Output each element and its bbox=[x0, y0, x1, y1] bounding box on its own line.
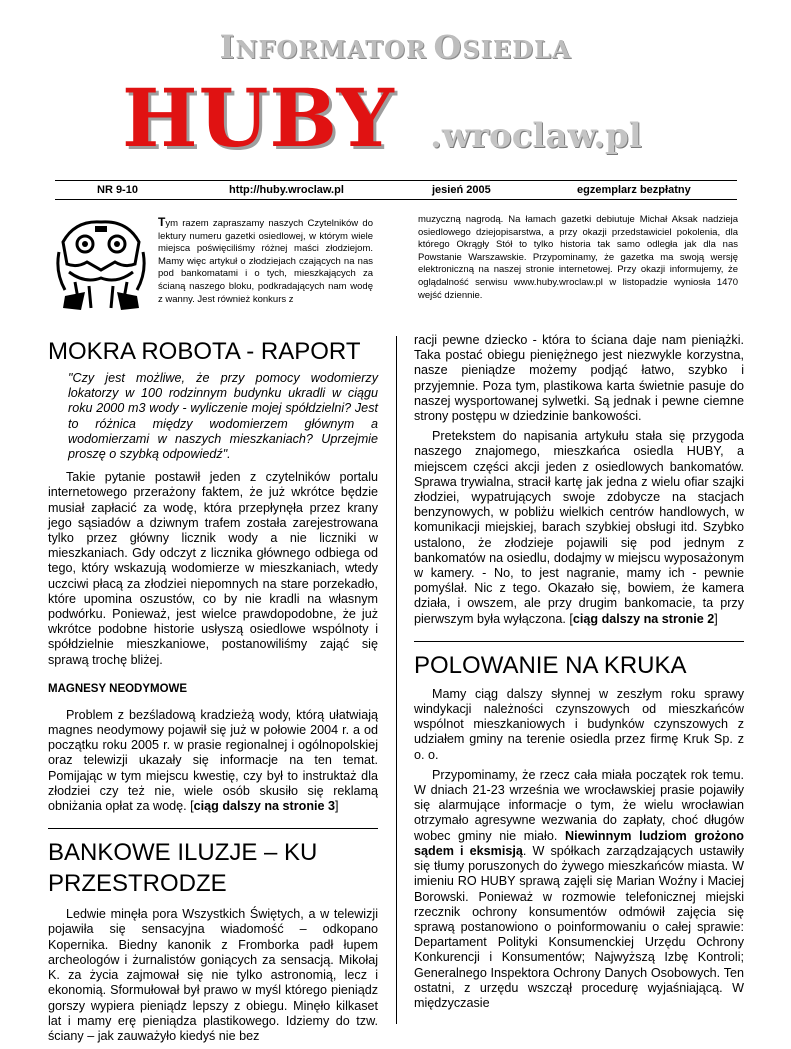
intro-right bbox=[418, 214, 738, 302]
article-bankowe-continuation: racji pewne dziecko - która to ściana daje nam pieniążki. Taka postać obiegu pieniężnego jest niezwykle korzystna, nasze pieniądze możemy podjąć łatwo, szybko i przyjemnie. Poza tym, plastikowa karta świetnie pasuje do naszej wysportowanej sylwetki. Są jednak i pewne ciemne strony postępu w dziedzinie bankowości. bbox=[414, 333, 744, 424]
article-bankowe-p2-text: Pretekstem do napisania artykułu stała się przygoda naszego znajomego, mieszkańca osiedla HUBY, a miejscem części akcji jeden z osiedlowych bankomatów. Sprawa trywialna, stracił kartę jak jedna z wielu ofiar szajki złodziei, wypatrujących swoje zdobycze na stacjach benzynowych, w pobliżu wielkich centrów handlowych, w komunikacji miejskiej, barach szybkiej obsługi itd. Szybko ustalono, że złodzieje pojawili się pod jednym z bankomatów na osiedlu, dodajmy w miejscu wyposażonym w kamery. - No, to jest nagranie, mamy ich - pewnie pomyślał. Nic z tego. Okazało się, bowiem, że kamera działa, i owszem, ale przy drugim bankomacie, ta przy pierwszym była wyłączona. [ bbox=[414, 429, 744, 626]
article-bankowe-title: BANKOWE ILUZJE – KU PRZESTRODZE bbox=[48, 839, 318, 898]
article-kruk-p2-b: . W spółkach zarządzających ustawiły się tłumy poruszonych do żywego mieszkańców miasta. W imieniu RO HUBY sprawą zajęli się Marian Woźny i Maciej Borowski. Ponieważ w rozmowie telefonicznej miejski rzecznik ochrony konsumentów odmówił zajęcia się sprawą postanowiono o poinformowaniu o całej sprawie: Departament Polityki Konsumenckiej Urzędu Ochrony Konkurencji i Konsumentów; Najwyższą Izbę Kontroli; Generalnego Inspektora Ochrony Danych Osobowych. Ten ostatni, z urzędu wszczął procedurę wyjaśniającą. W międzyczasie bbox=[414, 843, 744, 1010]
masthead-word-1: NFORMATOR bbox=[235, 35, 427, 64]
site-url[interactable]: http://huby.wroclaw.pl bbox=[229, 184, 344, 196]
section-divider-left bbox=[48, 828, 378, 829]
intro-right-text: muzyczną nagrodą. Na łamach gazetki debiutuje Michał Aksak nadzieja osiedlowego dziejopisarstwa, a przy okazji przedstawiciel pokolenia, dla którego Okrągły Stół to tylko historia tak samo odległa jak dla nas Powstanie Warszawskie. Przypominamy, że gazetka ma swoją wersję elektroniczną na naszej stronie internetowej. Przy okazji informujemy, że oglądalność serwisu www.huby.wroclaw.pl w listopadzie wyniosła 1470 wejść dziennie. bbox=[418, 214, 738, 301]
section-divider-right bbox=[414, 641, 744, 642]
article-bankowe-bracket: ] bbox=[714, 611, 718, 626]
aztec-mask-logo bbox=[55, 212, 147, 312]
article-mokra-p1: Takie pytanie postawił jeden z czytelników portalu internetowego przerażony faktem, że już wkrótce będzie musiał zapłacić za wodę, która przepłynęła przez krany jego sąsiadów a dziwnym trafem została zarejestrowana tylko przez główny licznik wody a nie liczniki w mieszkaniach. Gdy odczyt z licznika głównego odbiega od tego, który wskazują wodomierze w mieszkaniach, wtedy uczciwi płacą za złodziei niepomnych na stare porzekadło, które upomina oszustów, co by nie kradli na własnym podwórku. Ponieważ, jest wielce prawdopodobne, że już wkrótce podobne historie usłyszą osiedlowe wspólnoty i spółdzielnie mieszkaniowe, postanowiliśmy zająć się sprawą trochę bliżej. bbox=[48, 470, 378, 667]
masthead-initial-1: I bbox=[219, 28, 236, 66]
article-kruk-title: POLOWANIE NA KRUKA bbox=[414, 651, 687, 679]
article-mokra-p2 bbox=[48, 708, 378, 814]
column-divider bbox=[396, 336, 397, 1024]
article-mokra-title: MOKRA ROBOTA - RAPORT bbox=[48, 338, 361, 365]
left-column bbox=[48, 336, 378, 1049]
info-bar-top-rule bbox=[55, 180, 737, 181]
masthead-subtitle bbox=[0, 28, 791, 66]
right-column bbox=[414, 333, 744, 1016]
article-mokra-subheading: MAGNESY NEODYMOWE bbox=[48, 682, 188, 695]
article-mokra-bracket: ] bbox=[335, 799, 339, 814]
intro-left bbox=[158, 216, 373, 306]
article-kruk-p2-bold: Niewinnym ludziom grożono sądem i eksmisją bbox=[414, 828, 744, 858]
issue-season: jesień 2005 bbox=[432, 184, 491, 196]
article-mokra-continue-link[interactable]: ciąg dalszy na stronie 3 bbox=[193, 799, 336, 814]
article-bankowe-p2 bbox=[414, 429, 744, 627]
masthead-initial-2: O bbox=[433, 28, 463, 66]
masthead-domain: .wroclaw.pl bbox=[430, 116, 642, 156]
article-kruk-p2-a: Przypominamy, że rzecz cała miała początek rok temu. W dniach 21-23 września we wrocławskiej prasie pojawiły się alarmujące informacje o tym, że wielu wrocławian otrzymało agresywne wezwania do zapłaty, choć długów wobec gminy nie miało. bbox=[414, 767, 744, 843]
article-kruk-p1: Mamy ciąg dalszy słynnej w zeszłym roku sprawy windykacji należności czynszowych od mieszkańców wspólnot mieszkaniowych i budynków czynszowych z udziałem gminy na terenie osiedla przez firmę Kruk Sp. z o. o. bbox=[414, 686, 744, 762]
masthead-word-2: SIEDLA bbox=[462, 35, 572, 64]
price-note: egzemplarz bezpłatny bbox=[577, 184, 691, 196]
article-mokra-p2-text: Problem z bezśladową kradzieżą wody, którą ułatwiają magnes neodymowy pojawił się już w połowie 2004 r. a od początku roku 2005 r. w prasie regionalnej i ogólnopolskiej oraz telewizji ukazały się informacje na ten temat. Pomijając w tym miejscu kwestię, czy był to instruktaż dla złodziei czy też nie, wiele osób skusiło się reklamą obniżania opłat za wodę. [ bbox=[48, 707, 378, 814]
article-bankowe-continue-link[interactable]: ciąg dalszy na stronie 2 bbox=[572, 611, 715, 626]
article-kruk-p2 bbox=[414, 768, 744, 1011]
issue-number: NR 9-10 bbox=[97, 184, 138, 196]
info-bar-bottom-rule bbox=[55, 199, 737, 200]
article-bankowe-p1: Ledwie minęła pora Wszystkich Świętych, a w telewizji pojawiła się sensacyjna wiadomość – odkopano Kopernika. Biedny kanonik z Fromborka padł łupem archeologów i żurnalistów goniących za sensacją. Mikołaj K. za życia zajmował się nie tylko astronomią, lecz i ekonomią. Sformułował był prawo w myśl którego pieniądz gorszy wypiera pieniądz lepszy z obiegu. Minęło kilkaset lat i mamy erę pieniądza plastikowego. Idziemy do tzw. ściany – jak zauważyło kiedyś nie bez bbox=[48, 907, 378, 1043]
masthead-name: HUBY bbox=[122, 71, 395, 165]
intro-dropcap: T bbox=[158, 215, 166, 229]
article-mokra-quote: "Czy jest możliwe, że przy pomocy wodomierzy lokatorzy w 100 rodzinnym budynku ukradli w ciągu roku 2000 m3 wody - wyliczenie mojej spółdzielni? Jest to różnica między wodomierzem głównym a wodomierzami w naszych mieszkaniach? Uprzejmie proszę o szybką odpowiedź". bbox=[68, 371, 378, 462]
intro-left-text: ym razem zapraszamy naszych Czytelników do lektury numeru gazetki osiedlowej, w którym wiele miejsca poświęciliśmy różnej maści złodziejom. Mamy więc artykuł o złodziejach czających na nas pod bankomatami i o tych, mieszkających za ścianą naszego bloku, podkradających nam wodę z wanny. Jest również konkurs z bbox=[158, 218, 373, 305]
